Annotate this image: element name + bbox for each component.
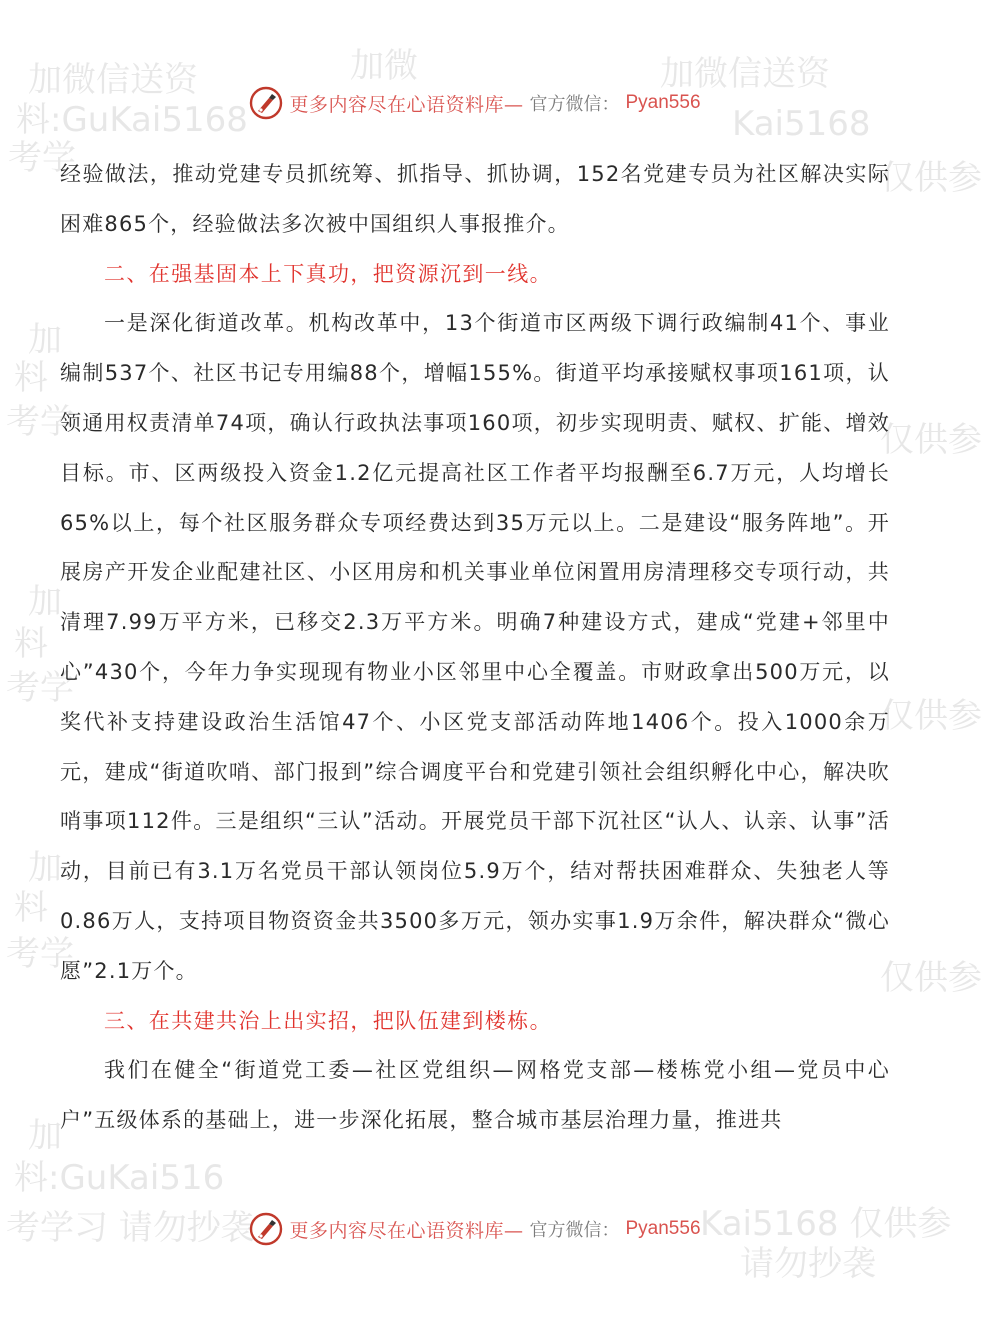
watermark-text: 料 bbox=[14, 358, 48, 398]
pen-nib-logo-icon bbox=[249, 86, 283, 120]
watermark-text: 考学 bbox=[8, 138, 76, 178]
watermark-text: 请勿抄袭 bbox=[740, 1244, 876, 1284]
banner-text: 更多内容尽在心语资料库— bbox=[289, 93, 524, 116]
banner-wechat-id: Pyan556 bbox=[625, 1218, 701, 1239]
watermark-text: 料 bbox=[14, 624, 48, 664]
paragraph: 经验做法，推动党建专员抓统筹、抓指导、抓协调，152名党建专员为社区解决实际困难865个，经验做法多次被中国组织人事报推介。 bbox=[60, 162, 890, 236]
watermark-text: 仅供参 bbox=[880, 696, 982, 736]
watermark-text: 料:GuKai5168 bbox=[16, 100, 248, 140]
watermark-text: 考学 bbox=[6, 934, 74, 974]
watermark-text: Kai5168 仅供参 bbox=[700, 1204, 952, 1244]
paragraph: 一是深化街道改革。机构改革中，13个街道市区两级下调行政编制41个、事业编制537个、社区书记专用编88个，增幅155%。街道平均承接赋权事项161项，认领通用权责清单74项，确认行政执法事项160项，初步实现明责、赋权、扩能、增效目标。市、区两级投入资金1.2亿元提高社区工作者平均报酬至6.7万元，人均增长65%以上，每个社区服务群众专项经费达到35万元以上。二是建设“服务阵地”。开展房产开发企业配建社区、小区用房和机关事业单位闲置用房清理移交专项行动，共清理7.99万平方米，已移交2.3万平方米。明确7种建设方式，建成“党建+邻里中心”430个，今年力争实现现有物业小区邻里中心全覆盖。市财政拿出500万元，以奖代补支持建设政治生活馆47个、小区党支部活动阵地1406个。投入1000余万元，建成“街道吹哨、部门报到”综合调度平台和党建引领社会组织孵化中心，解决吹哨事项112件。三是组织“三认”活动。开展党员干部下沉社区“认人、认亲、认事”活动，目前已有3.1万名党员干部认领岗位5.9万个，结对帮扶困难群众、失独老人等0.86万人，支持项目物资资金共3500多万元，领办实事1.9万余件，解决群众“微心愿”2.1万个。 bbox=[60, 311, 890, 983]
watermark-text: 加 bbox=[28, 582, 62, 622]
document-body bbox=[60, 150, 890, 1146]
watermark-text: 仅供参 bbox=[880, 420, 982, 460]
watermark-text: 料 bbox=[14, 888, 48, 928]
watermark-text: 考学 bbox=[6, 668, 74, 708]
banner-wechat-label: 官方微信： bbox=[529, 1220, 620, 1241]
watermark-text: 仅供参 bbox=[880, 958, 982, 998]
watermark-text: 加微 bbox=[350, 46, 418, 86]
watermark-text: Kai5168 bbox=[732, 104, 871, 144]
watermark-text: 加 bbox=[28, 320, 62, 360]
watermark-text: 加微信送资 bbox=[660, 54, 830, 94]
paragraph: 我们在健全“街道党工委—社区党组织—网格党支部—楼栋党小组—党员中心户”五级体系的基础上，进一步深化拓展，整合城市基层治理力量，推进共 bbox=[60, 1058, 890, 1133]
section-heading: 三、在共建共治上出实招，把队伍建到楼栋。 bbox=[104, 1008, 552, 1033]
watermark-text: 考学习 请勿抄袭 bbox=[6, 1208, 255, 1248]
watermark-text: 考学 bbox=[6, 402, 74, 442]
header-banner bbox=[0, 86, 950, 124]
section-heading: 二、在强基固本上下真功，把资源沉到一线。 bbox=[104, 261, 552, 286]
footer-banner bbox=[0, 1212, 950, 1250]
watermark-text: 加 bbox=[28, 1116, 62, 1156]
watermark-text: 加微信送资 bbox=[28, 60, 198, 100]
pen-nib-logo-icon bbox=[249, 1212, 283, 1246]
watermark-text: 加 bbox=[28, 848, 62, 888]
banner-wechat-label: 官方微信： bbox=[529, 94, 620, 115]
banner-text: 更多内容尽在心语资料库— bbox=[289, 1219, 524, 1242]
watermark-text: 仅供参 bbox=[880, 158, 982, 198]
watermark-text: 料:GuKai516 bbox=[14, 1158, 225, 1198]
banner-wechat-id: Pyan556 bbox=[625, 92, 701, 113]
